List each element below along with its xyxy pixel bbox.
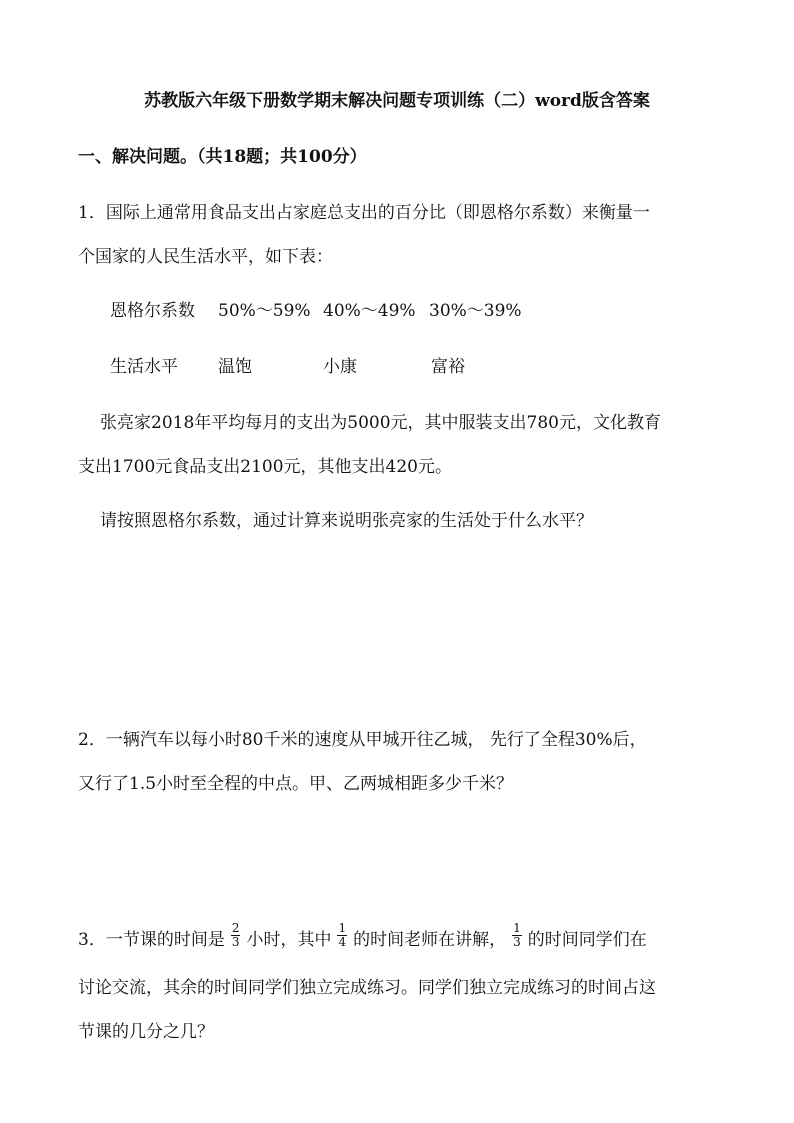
q1-para-line-2: 支出1700元食品支出2100元，其他支出420元。: [78, 457, 452, 477]
q3-line-2: 讨论交流，其余的时间同学们独立完成练习。同学们独立完成练习的时间占这: [78, 978, 656, 998]
engel-range-3: 30%～39%: [429, 301, 522, 321]
living-level-1: 温饱: [218, 357, 252, 377]
q2-line-2: 又行了1.5小时至全程的中点。甲、乙两城相距多少千米？: [78, 774, 514, 794]
document-title: 苏教版六年级下册数学期末解决问题专项训练（二）word版含答案: [144, 91, 650, 111]
fraction-denominator: 3: [513, 935, 521, 949]
engel-range-2: 40%～49%: [323, 301, 416, 321]
q3-text-2: 小时，其中: [246, 930, 332, 950]
q1-number: 1．: [78, 203, 106, 223]
fraction-two-thirds: [231, 922, 241, 949]
fraction-denominator: 4: [338, 935, 347, 949]
q2-text-1: 一辆汽车以每小时80千米的速度从甲城开往乙城， 先行了全程30%后，: [105, 730, 647, 750]
living-level-3: 富裕: [431, 357, 465, 377]
fraction-denominator: 3: [231, 935, 240, 949]
engel-range-1: 50%～59%: [218, 301, 311, 321]
q3-text-1: 一节课的时间是: [105, 930, 225, 950]
q1-line-1: [78, 198, 650, 223]
q3-text-3: 的时间老师在讲解，: [353, 930, 507, 950]
living-label: 生活水平: [110, 357, 178, 377]
q3-number: 3．: [78, 930, 106, 950]
q3-text-4: 的时间同学们在: [527, 930, 647, 950]
fraction-one-third: [512, 922, 522, 949]
fraction-numerator: 1: [513, 921, 521, 935]
fraction-one-quarter: [337, 922, 347, 949]
fraction-numerator: 1: [338, 921, 347, 935]
q2-number: 2．: [78, 730, 106, 750]
q3-line-1: [78, 921, 647, 951]
q1-line-2: 个国家的人民生活水平，如下表：: [78, 247, 333, 267]
q1-question: 请按照恩格尔系数，通过计算来说明张亮家的生活处于什么水平？: [100, 511, 593, 531]
fraction-numerator: 2: [231, 921, 240, 935]
q3-line-3: 节课的几分之几？: [78, 1022, 214, 1042]
q1-para-line-1: 张亮家2018年平均每月的支出为5000元，其中服装支出780元，文化教育: [100, 413, 661, 433]
section-heading: 一、解决问题。（共18题；共100分）: [78, 147, 367, 167]
q1-text-1: 国际上通常用食品支出占家庭总支出的百分比（即恩格尔系数）来衡量一: [105, 203, 650, 223]
q2-line-1: [78, 725, 647, 750]
engel-label: 恩格尔系数: [110, 301, 195, 321]
living-level-2: 小康: [323, 357, 357, 377]
